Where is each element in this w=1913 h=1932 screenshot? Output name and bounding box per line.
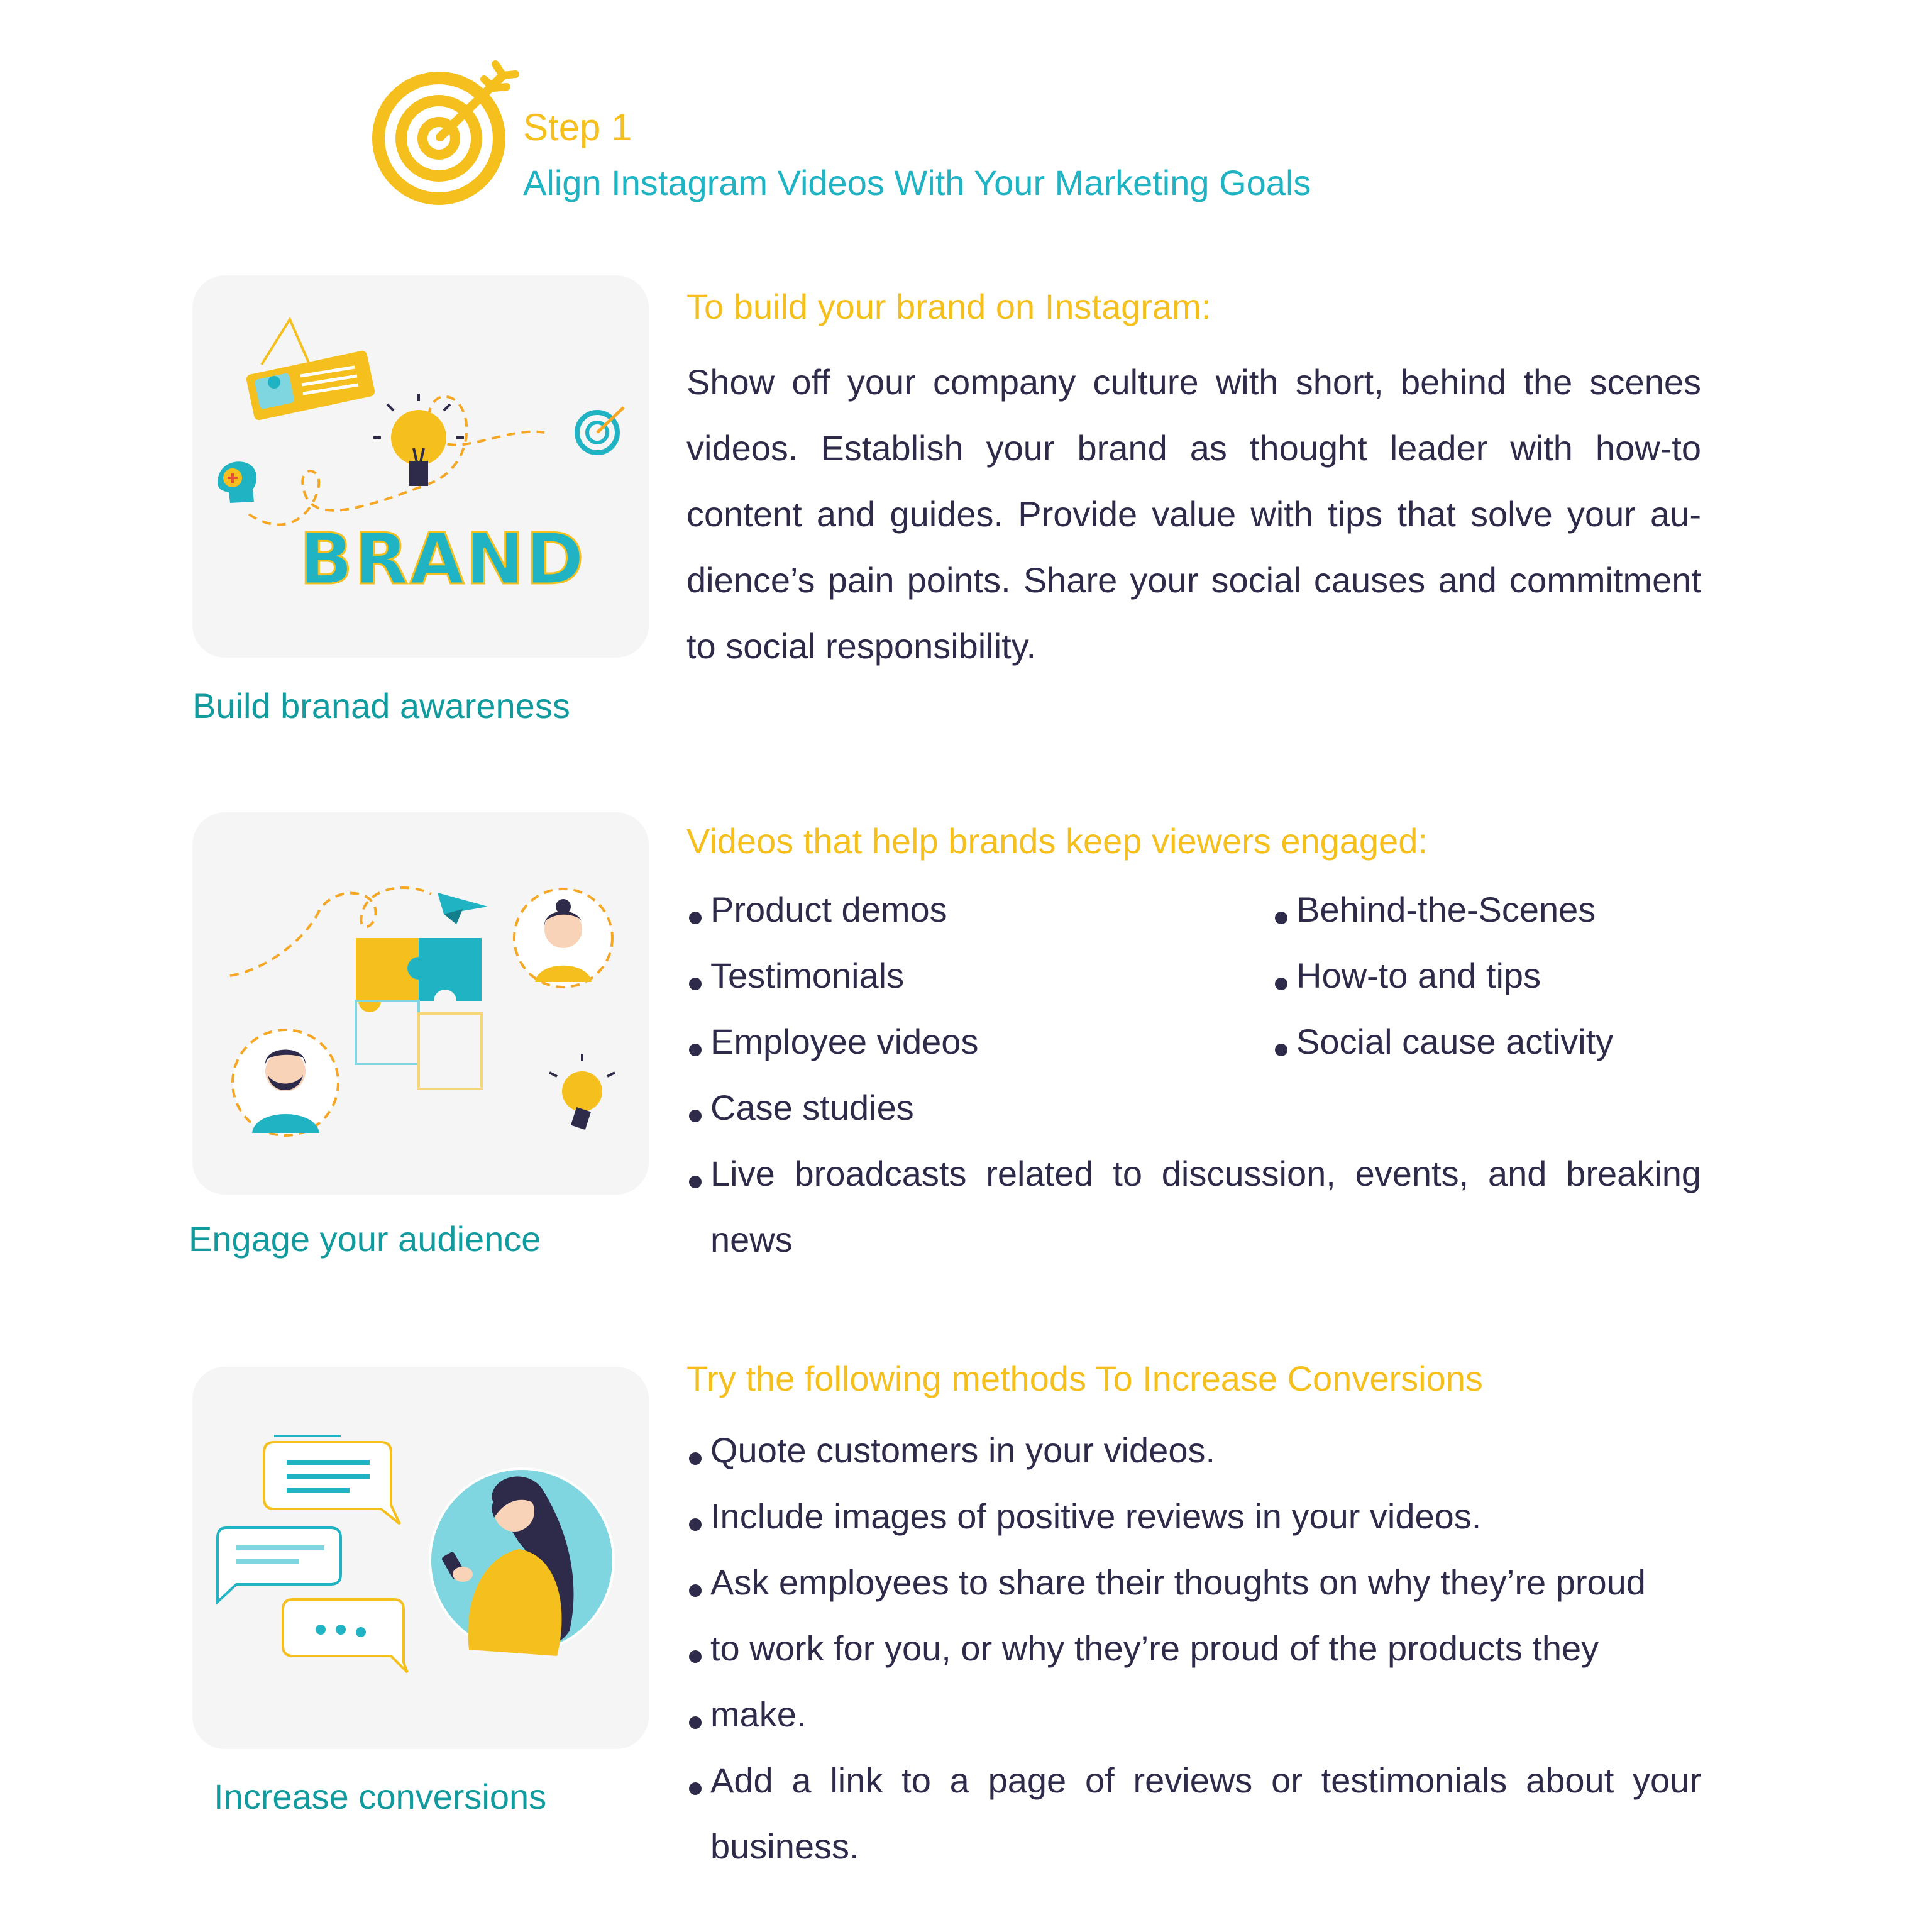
list-item: Employee videos bbox=[686, 1008, 978, 1074]
list-item: Live broadcasts related to discussion, events, and breaking news bbox=[686, 1140, 1701, 1272]
target-icon bbox=[370, 58, 521, 209]
list-item: make. bbox=[686, 1681, 807, 1747]
brand-word: BRAND bbox=[299, 519, 585, 600]
list-item: Social cause activity bbox=[1272, 1008, 1613, 1074]
step-label: Step 1 bbox=[523, 106, 632, 148]
list-item: Testimonials bbox=[686, 942, 904, 1008]
list-item: Include images of positive reviews in your videos. bbox=[686, 1483, 1481, 1549]
caption-brand-awareness: Build branad awareness bbox=[192, 686, 570, 726]
caption-increase-conversions: Increase conversions bbox=[214, 1777, 547, 1816]
brand-body-text: Show off your company culture with short, behind the scenes videos. Establish your brand as thought leader with how-to content and guides. Provide value with tips that solve your au-dience’s pain points. Share your social causes and commitment to social responsibility. bbox=[686, 362, 1701, 666]
list-item: Behind-the-Scenes bbox=[1272, 876, 1596, 942]
section-heading-conversions: Try the following methods To Increase Conversions bbox=[686, 1359, 1483, 1398]
engage-illustration bbox=[192, 812, 649, 1195]
engage-illustration-card bbox=[192, 812, 649, 1195]
list-item: Quote customers in your videos. bbox=[686, 1417, 1215, 1483]
list-item: Product demos bbox=[686, 876, 947, 942]
conversions-illustration bbox=[192, 1367, 649, 1749]
page-title: Align Instagram Videos With Your Marketing Goals bbox=[523, 163, 1311, 202]
brand-illustration bbox=[192, 275, 649, 658]
list-item: Add a link to a page of reviews or testimonials about your business. bbox=[686, 1747, 1701, 1879]
list-item: Ask employees to share their thoughts on why they’re proud bbox=[686, 1549, 1646, 1615]
section-heading-engage: Videos that help brands keep viewers engaged: bbox=[686, 821, 1428, 861]
conversions-illustration-card bbox=[192, 1367, 649, 1749]
section-heading-brand: To build your brand on Instagram: bbox=[686, 287, 1211, 326]
list-item: Case studies bbox=[686, 1074, 914, 1140]
caption-engage-audience: Engage your audience bbox=[189, 1219, 541, 1259]
list-item: How-to and tips bbox=[1272, 942, 1541, 1008]
brand-illustration-card bbox=[192, 275, 649, 658]
list-item: to work for you, or why they’re proud of the products they bbox=[686, 1615, 1701, 1681]
